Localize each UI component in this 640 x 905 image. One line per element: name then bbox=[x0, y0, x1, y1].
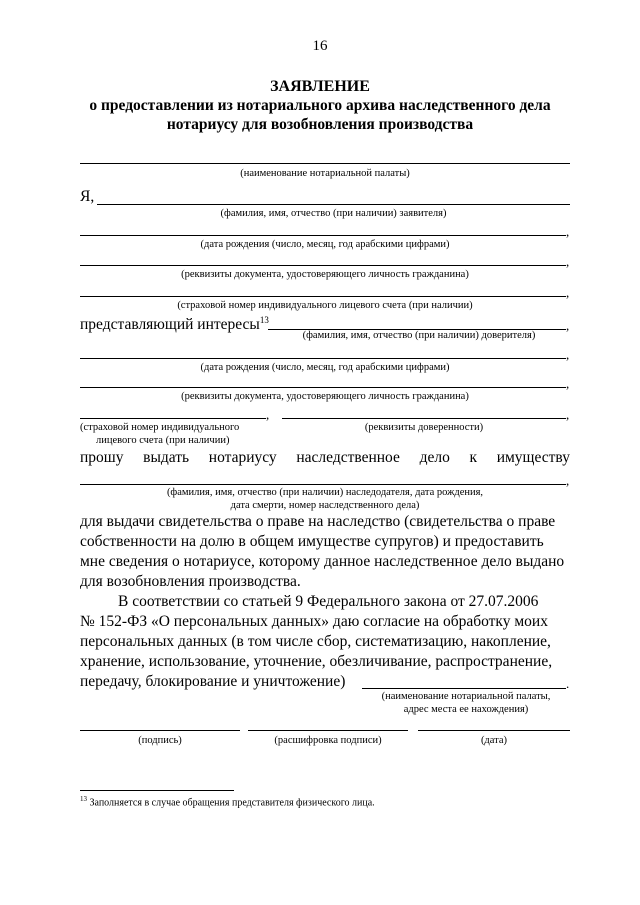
chamber-address-caption-2: адрес места ее нахождения) bbox=[403, 704, 529, 715]
power-of-attorney-caption: (реквизиты доверенности) bbox=[364, 422, 484, 433]
notary-chamber-field[interactable] bbox=[80, 163, 570, 164]
paragraph-2-line-5: передачу, блокирование и уничтожение) bbox=[80, 673, 346, 690]
document-title: ЗАЯВЛЕНИЕ bbox=[270, 78, 370, 95]
footnote: $^{13}$ Заполняется в случае обращения представителя физического лица. bbox=[80, 795, 375, 809]
request-word: дело bbox=[419, 449, 450, 466]
birth-date-caption: (дата рождения (число, месяц, год арабскими цифрами) bbox=[200, 239, 450, 250]
comma: , bbox=[566, 318, 570, 333]
date-caption: (дата) bbox=[480, 735, 508, 746]
request-word: выдать bbox=[143, 449, 190, 466]
comma: , bbox=[566, 254, 570, 269]
principal-name-caption: (фамилия, имя, отчество (при наличии) доверителя) bbox=[302, 330, 536, 341]
subtitle-line-1: о предоставлении из нотариального архива наследственного дела bbox=[89, 97, 551, 114]
request-word: к bbox=[469, 449, 478, 466]
comma: , bbox=[566, 347, 570, 362]
deceased-info-field[interactable] bbox=[80, 484, 566, 485]
paragraph-2-line-3: персональных данных (в том числе сбор, систематизацию, накопление, bbox=[80, 633, 551, 650]
paragraph-1-line-1: для выдачи свидетельства о праве на наследство (свидетельства о праве bbox=[80, 513, 556, 530]
paragraph-1-line-2: собственности на долю в общем имуществе супругов) и предоставить bbox=[80, 533, 544, 550]
deceased-caption-1: (фамилия, имя, отчество (при наличии) наследодателя, дата рождения, bbox=[166, 487, 484, 498]
signature-field[interactable] bbox=[80, 730, 240, 731]
page-number: 16 bbox=[312, 38, 328, 54]
deceased-caption-2: дата смерти, номер наследственного дела) bbox=[230, 500, 420, 511]
principal-id-document-caption: (реквизиты документа, удостоверяющего личность гражданина) bbox=[181, 391, 469, 402]
principal-birth-date-field[interactable] bbox=[80, 358, 566, 359]
applicant-name-caption: (фамилия, имя, отчество (при наличии) заявителя) bbox=[220, 208, 447, 219]
paragraph-1-line-4: для возобновления производства. bbox=[80, 573, 301, 590]
request-word: имуществу bbox=[496, 449, 570, 466]
comma: , bbox=[566, 376, 570, 391]
comma: , bbox=[566, 473, 570, 488]
representing-label: представляющий интересы$^{13}$ bbox=[80, 315, 269, 334]
comma: , bbox=[266, 407, 270, 422]
chamber-address-field[interactable] bbox=[362, 688, 566, 689]
subtitle-line-2: нотариусу для возобновления производства bbox=[166, 116, 474, 133]
applicant-name-field[interactable] bbox=[97, 204, 570, 205]
principal-snils-caption-2: лицевого счета (при наличии) bbox=[96, 435, 230, 446]
paragraph-1-line-3: мне сведения о нотариусе, которому данное наследственное дело выдано bbox=[80, 553, 565, 570]
principal-birth-date-caption: (дата рождения (число, месяц, год арабскими цифрами) bbox=[200, 362, 450, 373]
signature-decoding-caption: (расшифровка подписи) bbox=[274, 735, 382, 746]
comma: , bbox=[566, 224, 570, 239]
request-word: прошу bbox=[80, 449, 124, 466]
signature-caption: (подпись) bbox=[138, 735, 182, 746]
comma: , bbox=[566, 407, 570, 422]
request-word: наследственное bbox=[296, 449, 400, 466]
date-field[interactable] bbox=[418, 730, 570, 731]
principal-snils-caption-1: (страховой номер индивидуального bbox=[80, 422, 240, 433]
paragraph-2-line-4: хранение, использование, уточнение, обезличивание, распространение, bbox=[80, 653, 553, 670]
period: . bbox=[566, 676, 570, 691]
comma: , bbox=[566, 285, 570, 300]
request-word: нотариусу bbox=[208, 449, 277, 466]
snils-caption: (страховой номер индивидуального лицевого счета (при наличии) bbox=[177, 300, 473, 311]
snils-field[interactable] bbox=[80, 296, 566, 297]
paragraph-2-line-2: № 152-ФЗ «О персональных данных» даю согласие на обработку моих bbox=[80, 613, 548, 630]
notary-chamber-caption: (наименование нотариальной палаты) bbox=[240, 168, 410, 179]
signature-decoding-field[interactable] bbox=[248, 730, 408, 731]
footnote-separator bbox=[80, 790, 234, 791]
principal-id-document-field[interactable] bbox=[80, 387, 566, 388]
principal-snils-field[interactable] bbox=[80, 418, 266, 419]
request-line bbox=[80, 449, 570, 467]
chamber-address-caption-1: (наименование нотариальной палаты, bbox=[381, 691, 551, 702]
id-document-field[interactable] bbox=[80, 265, 566, 266]
birth-date-field[interactable] bbox=[80, 235, 566, 236]
id-document-caption: (реквизиты документа, удостоверяющего личность гражданина) bbox=[181, 269, 469, 280]
power-of-attorney-field[interactable] bbox=[282, 418, 566, 419]
ya-label: Я, bbox=[80, 188, 95, 205]
paragraph-2-line-1: В соответствии со статьей 9 Федерального закона от 27.07.2006 bbox=[118, 593, 539, 610]
